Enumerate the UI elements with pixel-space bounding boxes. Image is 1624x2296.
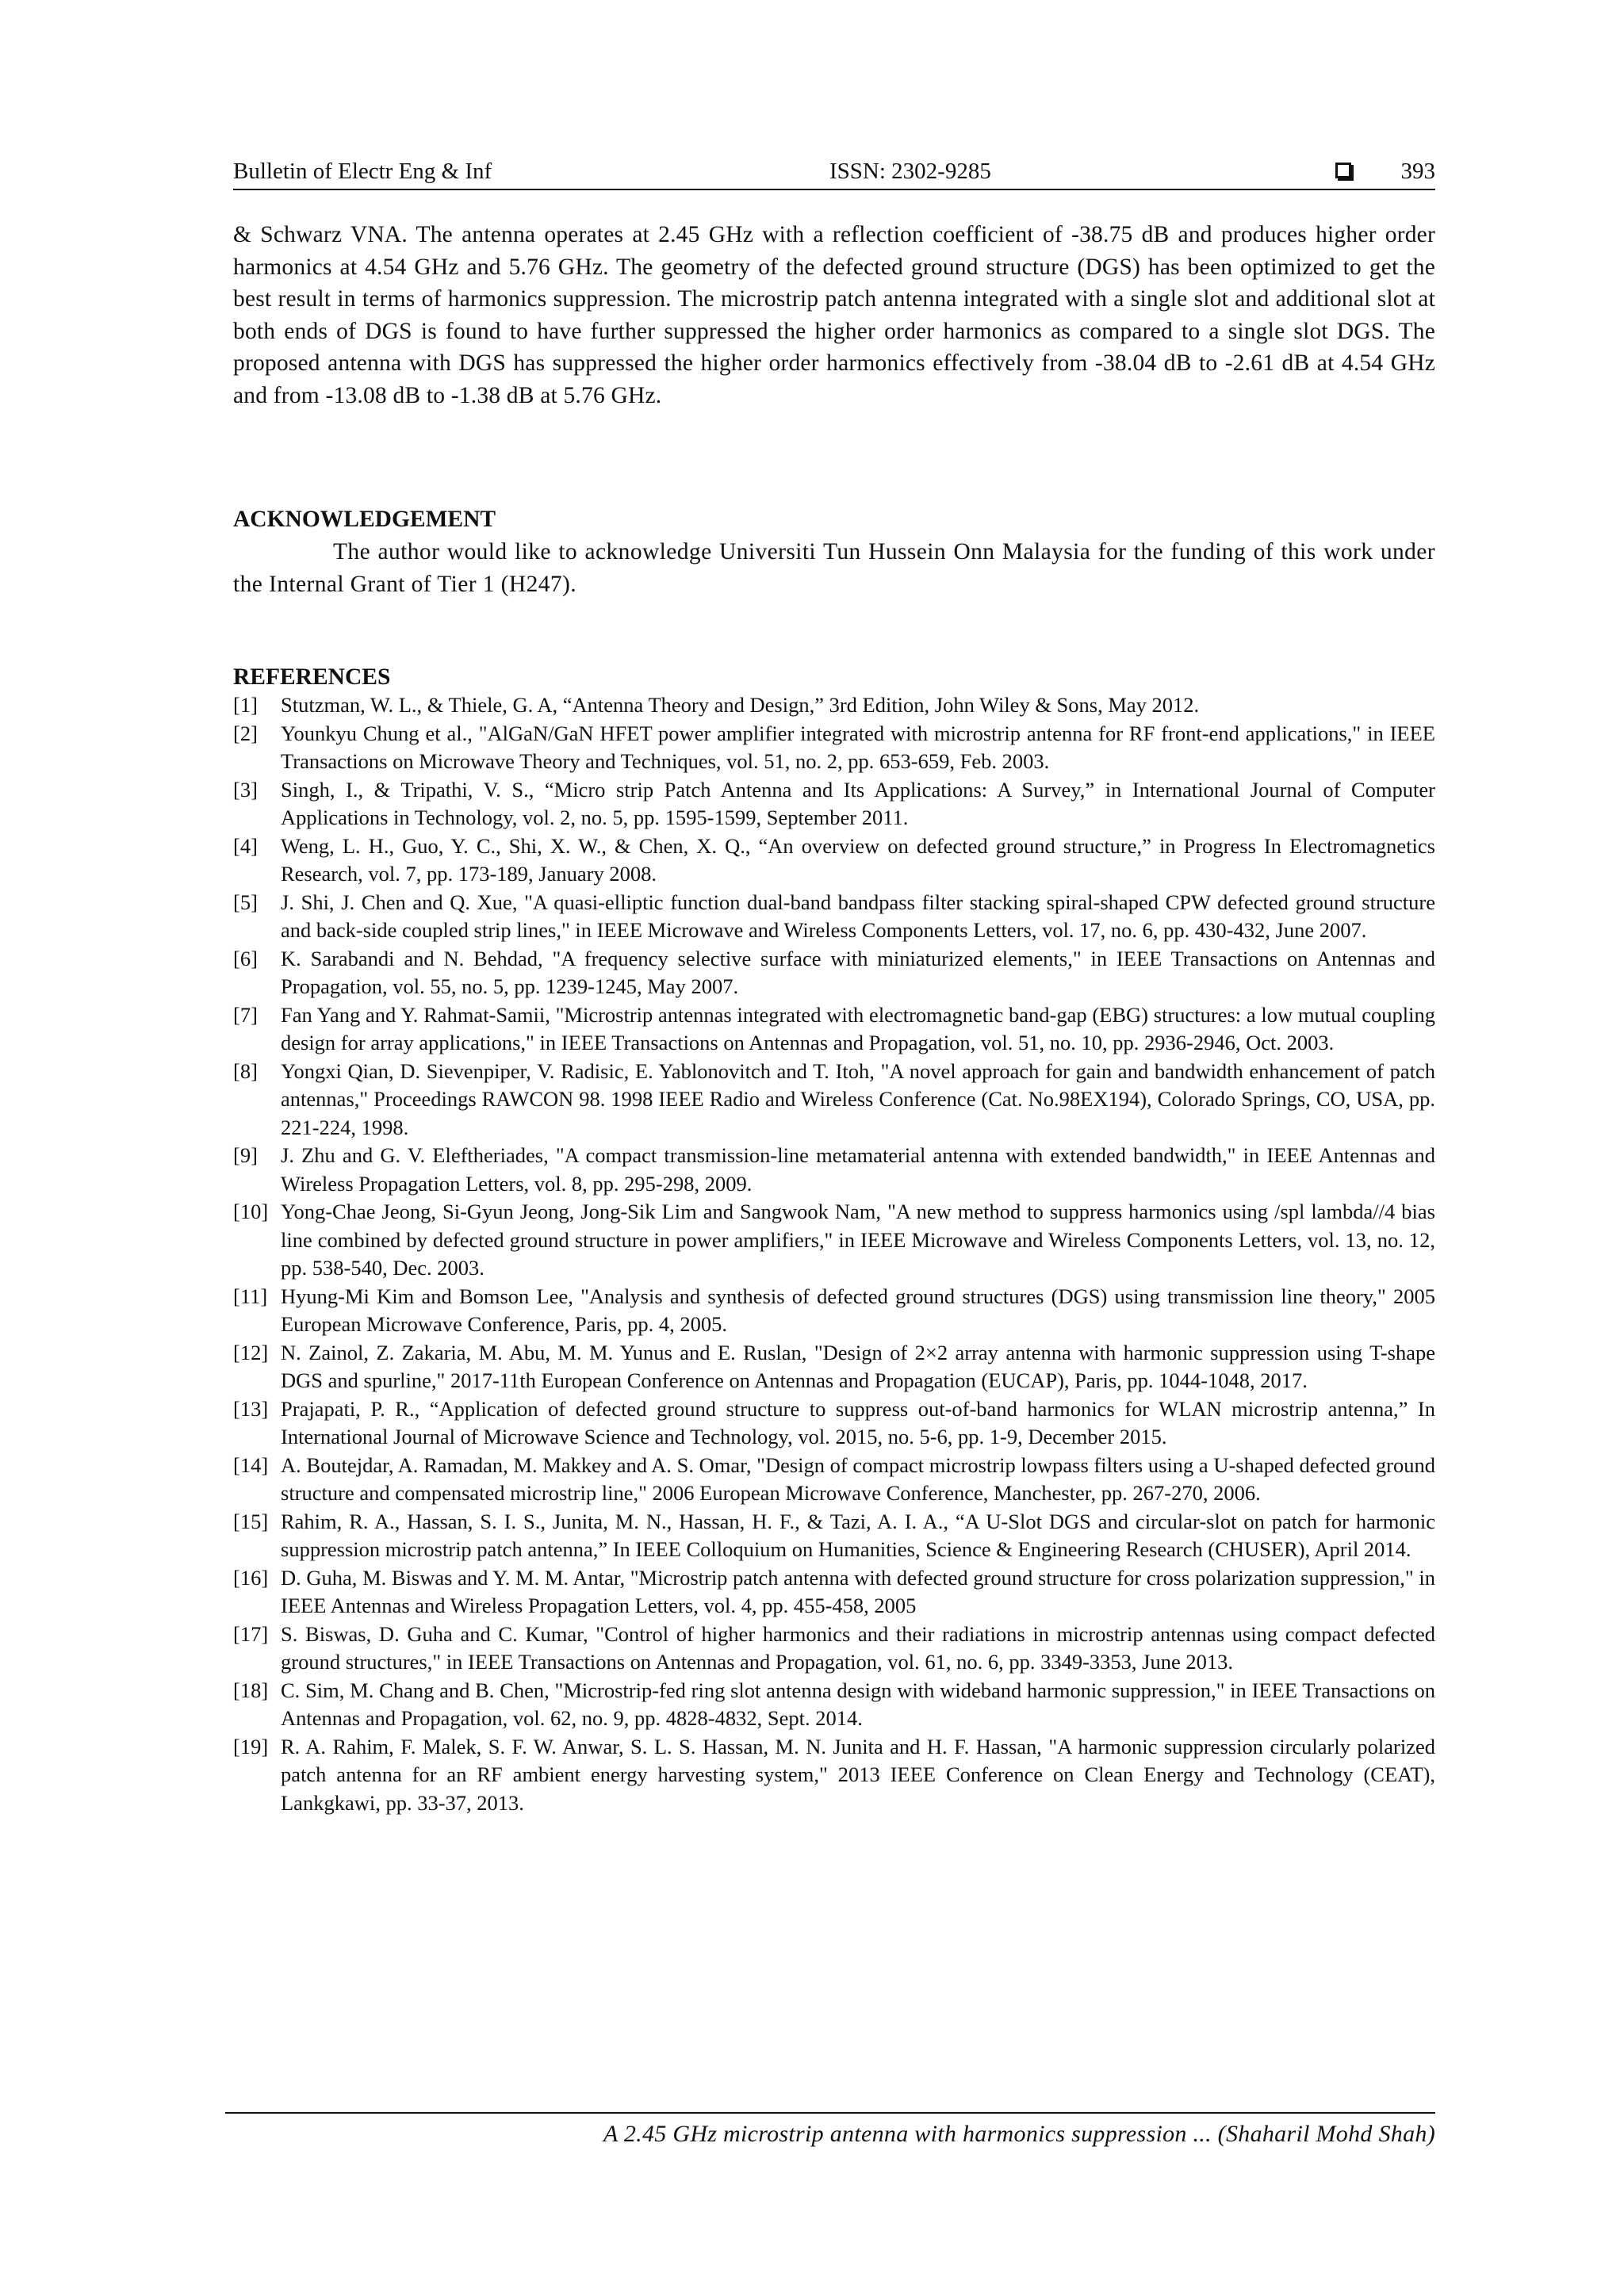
reference-text: S. Biswas, D. Guha and C. Kumar, "Control of higher harmonics and their radiations in microstrip antennas using compact defected ground structures," in IEEE Transactions on Antennas and Propagation, vol. 61, no. 6, pp. 3349-3353, June 2013. bbox=[281, 1621, 1435, 1674]
reference-text: Weng, L. H., Guo, Y. C., Shi, X. W., & Chen, X. Q., “An overview on defected ground structure,” in Progress In Electromagnetics Research, vol. 7, pp. 173-189, January 2008. bbox=[281, 833, 1435, 886]
reference-number: [1] bbox=[233, 693, 258, 717]
reference-item bbox=[233, 832, 1435, 889]
reference-item bbox=[233, 691, 1435, 720]
reference-text: J. Zhu and G. V. Eleftheriades, "A compact transmission-line metamaterial antenna with extended bandwidth," in IEEE Antennas and Wireless Propagation Letters, vol. 8, pp. 295-298, 2009. bbox=[281, 1143, 1435, 1196]
reference-item bbox=[233, 1001, 1435, 1058]
footer-divider bbox=[225, 2112, 1435, 2114]
reference-number: [19] bbox=[233, 1734, 269, 1758]
reference-number: [3] bbox=[233, 777, 258, 802]
page-number: 393 bbox=[1400, 159, 1435, 184]
reference-text: J. Shi, J. Chen and Q. Xue, "A quasi-elliptic function dual-band bandpass filter stacking spiral-shaped CPW defected ground structure and back-side coupled strip lines," in IEEE Microwave and Wireless Components Letters, vol. 17, no. 6, pp. 430-432, June 2007. bbox=[281, 890, 1435, 942]
square-icon bbox=[1335, 163, 1351, 178]
reference-item bbox=[233, 945, 1435, 1001]
conclusion-paragraph: & Schwarz VNA. The antenna operates at 2.45 GHz with a reflection coefficient of -38.75 dB and produces higher order harmonics at 4.54 GHz and 5.76 GHz. The geometry of the defected ground structure (DGS) has been optimized to get the best result in terms of harmonics suppression. The microstrip patch antenna integrated with a single slot and additional slot at both ends of DGS is found to have further suppressed the higher order harmonics as compared to a single slot DGS. The proposed antenna with DGS has suppressed the higher order harmonics effectively from -38.04 dB to -2.61 dB at 4.54 GHz and from -13.08 dB to -1.38 dB at 5.76 GHz. bbox=[233, 222, 1435, 408]
reference-item bbox=[233, 1339, 1435, 1395]
reference-number: [5] bbox=[233, 890, 258, 914]
page-header bbox=[233, 155, 1435, 190]
reference-number: [18] bbox=[233, 1678, 269, 1702]
reference-text: Rahim, R. A., Hassan, S. I. S., Junita, M. N., Hassan, H. F., & Tazi, A. I. A., “A U-Slot DGS and circular-slot on patch for harmonic suppression microstrip patch antenna,” In IEEE Colloquium on Humanities, Science & Engineering Research (CHUSER), April 2014. bbox=[281, 1509, 1435, 1561]
reference-text: Fan Yang and Y. Rahmat-Samii, "Microstrip antennas integrated with electromagnetic band-gap (EBG) structures: a low mutual coupling design for array applications," in IEEE Transactions on Antennas and Propagation, vol. 51, no. 10, pp. 2936-2946, Oct. 2003. bbox=[281, 1002, 1435, 1054]
reference-text: R. A. Rahim, F. Malek, S. F. W. Anwar, S. L. S. Hassan, M. N. Junita and H. F. Hassan, "A harmonic suppression circularly polarized patch antenna for an RF ambient energy harvesting system," 2013 IEEE Conference on Clean Energy and Technology (CEAT), Lankgkawi, pp. 33-37, 2013. bbox=[281, 1734, 1435, 1815]
reference-text: Yongxi Qian, D. Sievenpiper, V. Radisic, E. Yablonovitch and T. Itoh, "A novel approach for gain and bandwidth enhancement of patch antennas," Proceedings RAWCON 98. 1998 IEEE Radio and Wireless Conference (Cat. No.98EX194), Colorado Springs, CO, USA, pp. 221-224, 1998. bbox=[281, 1058, 1435, 1139]
reference-number: [17] bbox=[233, 1621, 269, 1646]
acknowledgement-text: The author would like to acknowledge Universiti Tun Hussein Onn Malaysia for the funding of this work under the Internal Grant of Tier 1 (H247). bbox=[233, 539, 1435, 597]
reference-number: [4] bbox=[233, 833, 258, 858]
reference-item bbox=[233, 1564, 1435, 1621]
reference-text: Hyung-Mi Kim and Bomson Lee, "Analysis and synthesis of defected ground structures (DGS) using transmission line theory," 2005 European Microwave Conference, Paris, pp. 4, 2005. bbox=[281, 1284, 1435, 1336]
reference-item bbox=[233, 1452, 1435, 1508]
reference-item bbox=[233, 1621, 1435, 1677]
reference-number: [10] bbox=[233, 1200, 269, 1223]
reference-text: Younkyu Chung et al., "AlGaN/GaN HFET power amplifier integrated with microstrip antenna for RF front-end applications," in IEEE Transactions on Microwave Theory and Techniques, vol. 51, no. 2, pp. 653-659, Feb. 2003. bbox=[281, 721, 1435, 773]
reference-number: [16] bbox=[233, 1565, 269, 1590]
reference-item bbox=[233, 1395, 1435, 1452]
reference-item bbox=[233, 720, 1435, 776]
reference-item bbox=[233, 1142, 1435, 1198]
reference-text: D. Guha, M. Biswas and Y. M. M. Antar, "Microstrip patch antenna with defected ground structure for cross polarization suppression," in IEEE Antennas and Wireless Propagation Letters, vol. 4, pp. 455-458, 2005 bbox=[281, 1565, 1435, 1617]
reference-text: Prajapati, P. R., “Application of defected ground structure to suppress out-of-band harmonics for WLAN microstrip antenna,” In International Journal of Microwave Science and Technology, vol. 2015, no. 5-6, pp. 1-9, December 2015. bbox=[281, 1396, 1435, 1448]
reference-text: Singh, I., & Tripathi, V. S., “Micro strip Patch Antenna and Its Applications: A Survey,” in International Journal of Computer Applications in Technology, vol. 2, no. 5, pp. 1595-1599, September 2011. bbox=[281, 777, 1435, 829]
reference-text: Yong-Chae Jeong, Si-Gyun Jeong, Jong-Sik Lim and Sangwook Nam, "A new method to suppress harmonics using /spl lambda//4 bias line combined by defected ground structure in power amplifiers," in IEEE Microwave and Wireless Components Letters, vol. 13, no. 12, pp. 538-540, Dec. 2003. bbox=[281, 1200, 1435, 1280]
header-divider bbox=[233, 189, 1435, 190]
reference-text: C. Sim, M. Chang and B. Chen, "Microstrip-fed ring slot antenna design with wideband harmonic suppression," in IEEE Transactions on Antennas and Propagation, vol. 62, no. 9, pp. 4828-4832, Sept. 2014. bbox=[281, 1678, 1435, 1730]
reference-item bbox=[233, 1058, 1435, 1142]
reference-item bbox=[233, 1677, 1435, 1733]
reference-item bbox=[233, 1508, 1435, 1564]
reference-text: A. Boutejdar, A. Ramadan, M. Makkey and A. S. Omar, "Design of compact microstrip lowpass filters using a U-shaped defected ground structure and compensated microstrip line," 2006 European Microwave Conference, Manchester, pp. 267-270, 2006. bbox=[281, 1452, 1435, 1505]
reference-number: [11] bbox=[233, 1284, 268, 1308]
reference-text: K. Sarabandi and N. Behdad, "A frequency selective surface with miniaturized elements," in IEEE Transactions on Antennas and Propagation, vol. 55, no. 5, pp. 1239-1245, May 2007. bbox=[281, 946, 1435, 998]
reference-number: [6] bbox=[233, 946, 258, 970]
reference-number: [14] bbox=[233, 1452, 269, 1477]
reference-text: Stutzman, W. L., & Thiele, G. A, “Antenna Theory and Design,” 3rd Edition, John Wiley & Sons, May 2012. bbox=[281, 693, 1200, 717]
reference-number: [12] bbox=[233, 1340, 269, 1364]
reference-list bbox=[233, 691, 1435, 1817]
running-footer: A 2.45 GHz microstrip antenna with harmonics suppression ... (Shaharil Mohd Shah) bbox=[603, 2121, 1435, 2147]
reference-item bbox=[233, 1733, 1435, 1818]
journal-name: Bulletin of Electr Eng & Inf bbox=[233, 159, 492, 184]
reference-item bbox=[233, 776, 1435, 832]
reference-number: [8] bbox=[233, 1058, 258, 1083]
acknowledgement-heading: ACKNOWLEDGEMENT bbox=[233, 507, 496, 532]
reference-item bbox=[233, 889, 1435, 945]
reference-number: [7] bbox=[233, 1002, 258, 1027]
reference-item bbox=[233, 1283, 1435, 1339]
reference-number: [13] bbox=[233, 1396, 269, 1421]
reference-text: N. Zainol, Z. Zakaria, M. Abu, M. M. Yunus and E. Ruslan, "Design of 2×2 array antenna with harmonic suppression using T-shape DGS and spurline," 2017-11th European Conference on Antennas and Propagation (EUCAP), Paris, pp. 1044-1048, 2017. bbox=[281, 1340, 1435, 1392]
reference-number: [9] bbox=[233, 1143, 258, 1167]
reference-item bbox=[233, 1198, 1435, 1283]
reference-number: [15] bbox=[233, 1509, 269, 1533]
references-heading: REFERENCES bbox=[233, 664, 391, 690]
reference-number: [2] bbox=[233, 721, 258, 745]
issn: ISSN: 2302-9285 bbox=[829, 159, 991, 184]
